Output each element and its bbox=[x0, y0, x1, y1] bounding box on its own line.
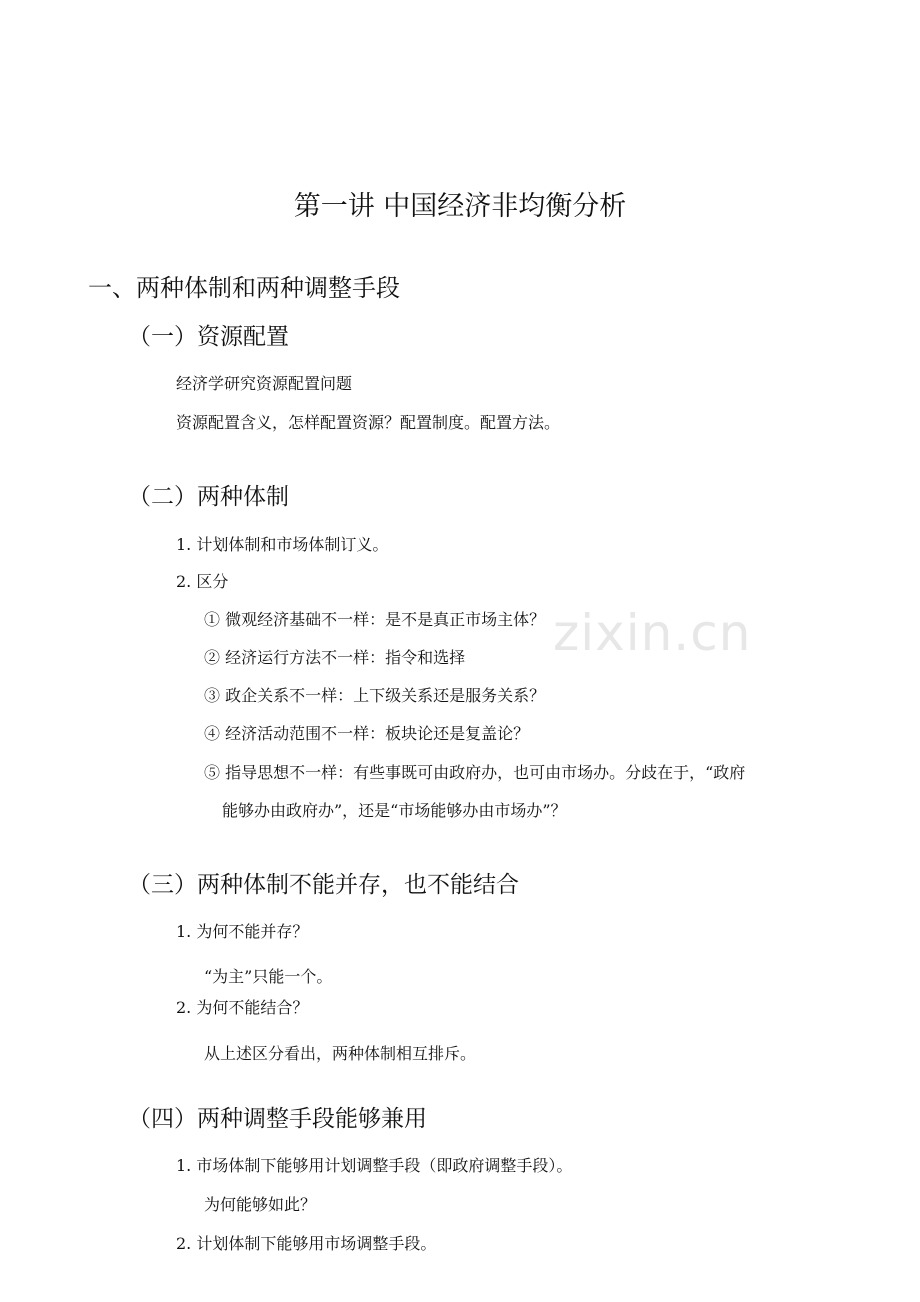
paragraph-line: 经济学研究资源配置问题 bbox=[176, 374, 353, 393]
list-item-point-continuation: 能够办由政府办”，还是“市场能够办由市场办”？ bbox=[222, 801, 567, 820]
paragraph-line: 资源配置含义，怎样配置资源？配置制度。配置方法。 bbox=[176, 413, 561, 432]
list-item-point: ② 经济运行方法不一样：指令和选择 bbox=[204, 648, 466, 667]
subsection-heading-two-systems: （二）两种体制 bbox=[128, 484, 289, 510]
list-item-point: ⑤ 指导思想不一样：有些事既可由政府办，也可由市场办。分歧在于，“政府 bbox=[204, 763, 746, 782]
list-item: 1. 为何不能并存？ bbox=[176, 922, 309, 941]
paragraph-line: 为何能够如此？ bbox=[204, 1195, 317, 1214]
list-item-point: ③ 政企关系不一样：上下级关系还是服务关系？ bbox=[204, 686, 546, 705]
list-item: 2. 区分 bbox=[176, 572, 229, 591]
list-item: 1. 市场体制下能够用计划调整手段（即政府调整手段）。 bbox=[176, 1156, 573, 1175]
list-item: 1. 计划体制和市场体制订义。 bbox=[176, 535, 389, 554]
list-item: 2. 为何不能结合？ bbox=[176, 998, 309, 1017]
subsection-heading-resource-allocation: （一）资源配置 bbox=[128, 324, 289, 350]
document-title: 第一讲 中国经济非均衡分析 bbox=[293, 191, 627, 222]
list-item-point: ① 微观经济基础不一样：是不是真正市场主体？ bbox=[204, 610, 546, 629]
list-item-point: ④ 经济活动范围不一样：板块论还是复盖论？ bbox=[204, 724, 530, 743]
paragraph-line: 从上述区分看出，两种体制相互排斥。 bbox=[204, 1044, 477, 1063]
watermark: zixin.cn bbox=[553, 604, 752, 662]
paragraph-line: “为主”只能一个。 bbox=[204, 967, 333, 986]
list-item: 2. 计划体制下能够用市场调整手段。 bbox=[176, 1234, 437, 1253]
subsection-heading-adjustment-means: （四）两种调整手段能够兼用 bbox=[128, 1106, 427, 1132]
section-heading-1: 一、两种体制和两种调整手段 bbox=[88, 274, 400, 302]
subsection-heading-coexist: （三）两种体制不能并存，也不能结合 bbox=[128, 872, 519, 898]
